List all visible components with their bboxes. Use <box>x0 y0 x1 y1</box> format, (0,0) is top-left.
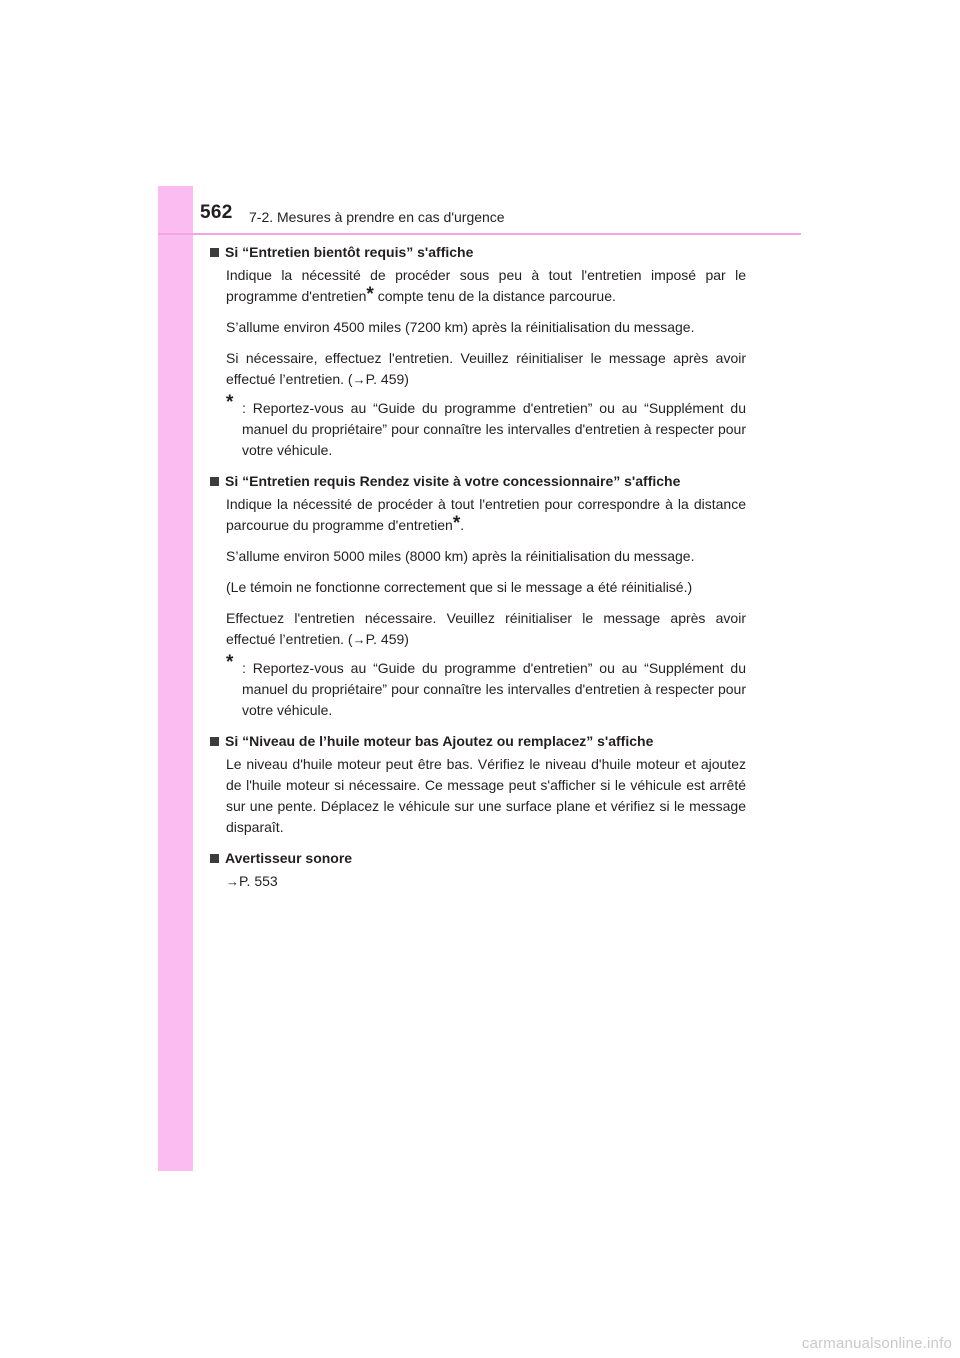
footnote: * : Reportez-vous au “Guide du programme d'entretien” ou au “Supplément du manuel du propriétaire” pour connaître les intervalles d'entretien à respecter pour votre véhicule. <box>226 392 746 458</box>
chapter-title: 7-2. Mesures à prendre en cas d'urgence <box>249 209 505 225</box>
footnote: * : Reportez-vous au “Guide du programme d'entretien” ou au “Supplément du manuel du propriétaire” pour connaître les intervalles d'entretien à respecter pour votre véhicule. <box>226 652 746 718</box>
paragraph: (Le témoin ne fonctionne correctement que si le message a été réinitialisé.) <box>226 579 693 595</box>
page-reference-link[interactable]: P. 459) <box>365 631 409 647</box>
page-number: 562 <box>200 202 233 223</box>
page-reference-link[interactable]: P. 459) <box>365 371 409 387</box>
paragraph: S’allume environ 4500 miles (7200 km) après la réinitialisation du message. <box>226 319 695 335</box>
square-bullet-icon <box>210 737 219 746</box>
paragraph: Effectuez l'entretien nécessaire. Veuillez réinitialiser le message après avoir effectué l’entretien. (→P. 459) <box>226 610 746 647</box>
section-heading: Si “Niveau de l’huile moteur bas Ajoutez ou remplacez” s'affiche <box>210 731 746 752</box>
arrow-right-icon: → <box>352 632 366 647</box>
page-body <box>210 242 746 892</box>
paragraph: Indique la nécessité de procéder à tout l'entretien pour correspondre à la distance parcourue du programme d'entretien*. <box>226 496 746 534</box>
paragraph: Si nécessaire, effectuez l'entretien. Veuillez réinitialiser le message après avoir effectué l’entretien. (→P. 459) <box>226 350 746 387</box>
section-buzzer <box>210 848 746 892</box>
square-bullet-icon <box>210 248 219 257</box>
watermark: carmanualsonline.info <box>801 1335 952 1352</box>
paragraph: Le niveau d'huile moteur peut être bas. Vérifiez le niveau d'huile moteur et ajoutez de l'huile moteur si nécessaire. Ce message peut s'afficher si le véhicule est arrêté sur une pente. Déplacez le véhicule sur une surface plane et vérifiez si le message disparaît. <box>226 756 746 835</box>
cross-reference <box>226 871 746 892</box>
paragraph: S’allume environ 5000 miles (8000 km) après la réinitialisation du message. <box>226 548 695 564</box>
square-bullet-icon <box>210 477 219 486</box>
page-reference-link[interactable]: P. 553 <box>239 873 278 889</box>
asterisk-icon: * <box>366 284 374 305</box>
section-oil-level-low <box>210 731 746 838</box>
section-heading: Si “Entretien bientôt requis” s'affiche <box>210 242 746 263</box>
paragraph: Indique la nécessité de procéder sous peu à tout l'entretien imposé par le programme d'entretien* compte tenu de la distance parcourue. <box>226 267 746 305</box>
asterisk-icon: * <box>226 392 234 413</box>
arrow-right-icon: → <box>352 372 366 387</box>
square-bullet-icon <box>210 854 219 863</box>
side-tab-band <box>158 186 193 1171</box>
section-heading: Avertisseur sonore <box>210 848 746 869</box>
asterisk-icon: * <box>226 652 234 673</box>
section-heading: Si “Entretien requis Rendez visite à votre concessionnaire” s'affiche <box>210 471 746 492</box>
section-maintenance-required <box>210 471 746 721</box>
asterisk-icon: * <box>452 513 461 534</box>
section-maintenance-soon <box>210 242 746 461</box>
header-rule <box>158 233 801 235</box>
arrow-right-icon: → <box>226 874 239 889</box>
